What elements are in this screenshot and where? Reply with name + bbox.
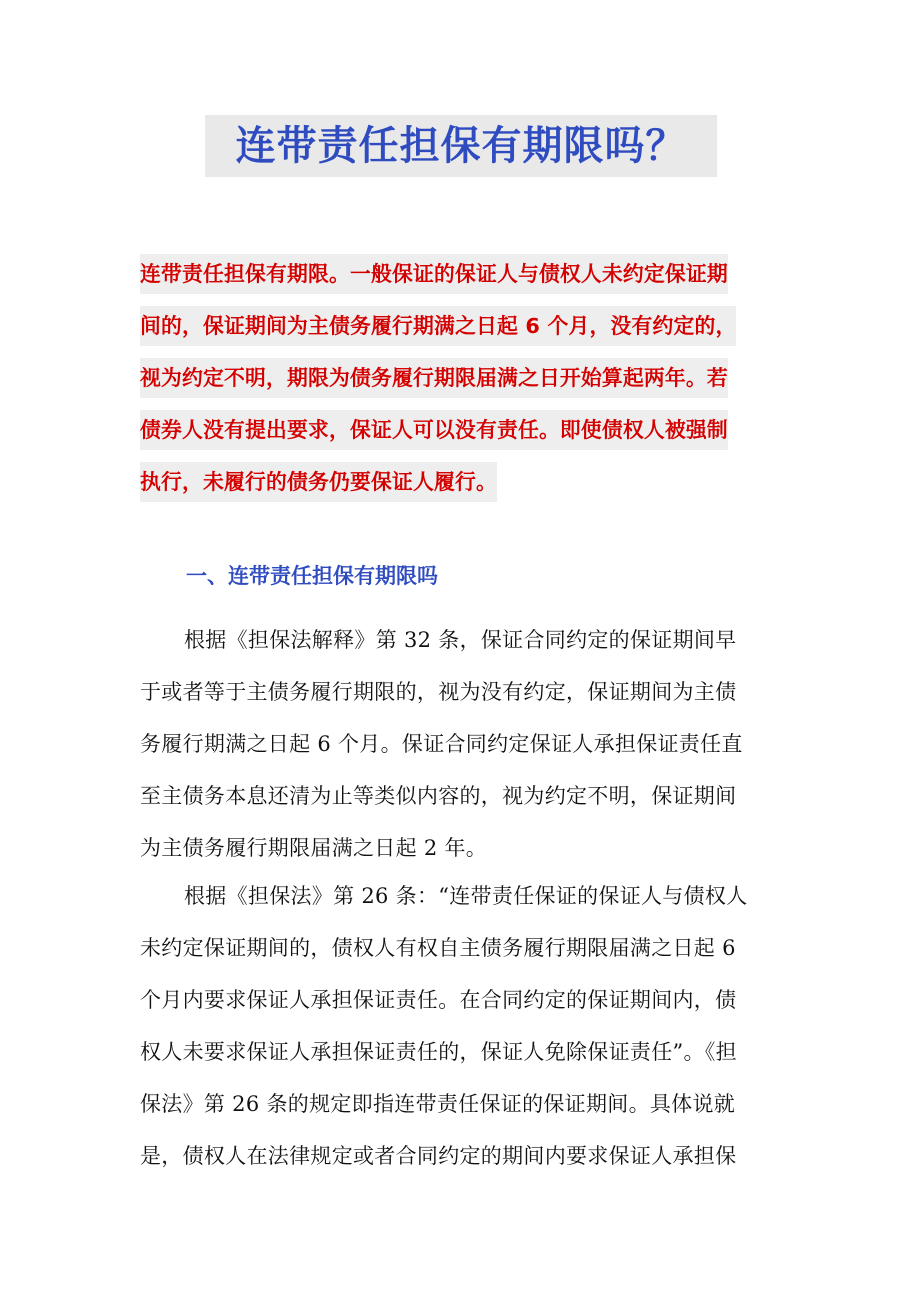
paragraph-line: 未约定保证期间的，债权人有权自主债务履行期限届满之日起 6 bbox=[140, 936, 736, 960]
paragraph-line: 至主债务本息还清为止等类似内容的，视为约定不明，保证期间 bbox=[140, 784, 737, 808]
paragraph-line: 务履行期满之日起 6 个月。保证合同约定保证人承担保证责任直 bbox=[140, 732, 743, 756]
paragraph-line: 根据《担保法》第 26 条：“连带责任保证的保证人与债权人 bbox=[184, 884, 748, 908]
document-title: 连带责任担保有期限吗？ bbox=[235, 123, 687, 169]
body-paragraph-1 bbox=[140, 614, 782, 874]
body-paragraph-2 bbox=[140, 870, 782, 1182]
paragraph-line: 根据《担保法解释》第 32 条，保证合同约定的保证期间早 bbox=[184, 628, 737, 652]
section-heading: 一、连带责任担保有期限吗 bbox=[186, 564, 438, 588]
paragraph-line: 是，债权人在法律规定或者合同约定的期间内要求保证人承担保 bbox=[140, 1144, 737, 1168]
paragraph-line: 权人未要求保证人承担保证责任的，保证人免除保证责任”。《担 bbox=[140, 1040, 737, 1064]
paragraph-line: 保法》第 26 条的规定即指连带责任保证的保证期间。具体说就 bbox=[140, 1092, 736, 1116]
summary-line: 债券人没有提出要求，保证人可以没有责任。即使债权人被强制 bbox=[140, 410, 728, 450]
title-highlight bbox=[205, 115, 717, 177]
summary-line: 连带责任担保有期限。一般保证的保证人与债权人未约定保证期 bbox=[140, 254, 728, 294]
paragraph-line: 为主债务履行期限届满之日起 2 年。 bbox=[140, 836, 488, 860]
paragraph-line: 于或者等于主债务履行期限的，视为没有约定，保证期间为主债 bbox=[140, 680, 737, 704]
summary-line: 执行，未履行的债务仍要保证人履行。 bbox=[140, 462, 497, 502]
summary-block bbox=[140, 254, 782, 514]
summary-line: 间的，保证期间为主债务履行期满之日起 6 个月，没有约定的， bbox=[140, 306, 736, 346]
summary-line: 视为约定不明，期限为债务履行期限届满之日开始算起两年。若 bbox=[140, 358, 728, 398]
paragraph-line: 个月内要求保证人承担保证责任。在合同约定的保证期间内，债 bbox=[140, 988, 737, 1012]
